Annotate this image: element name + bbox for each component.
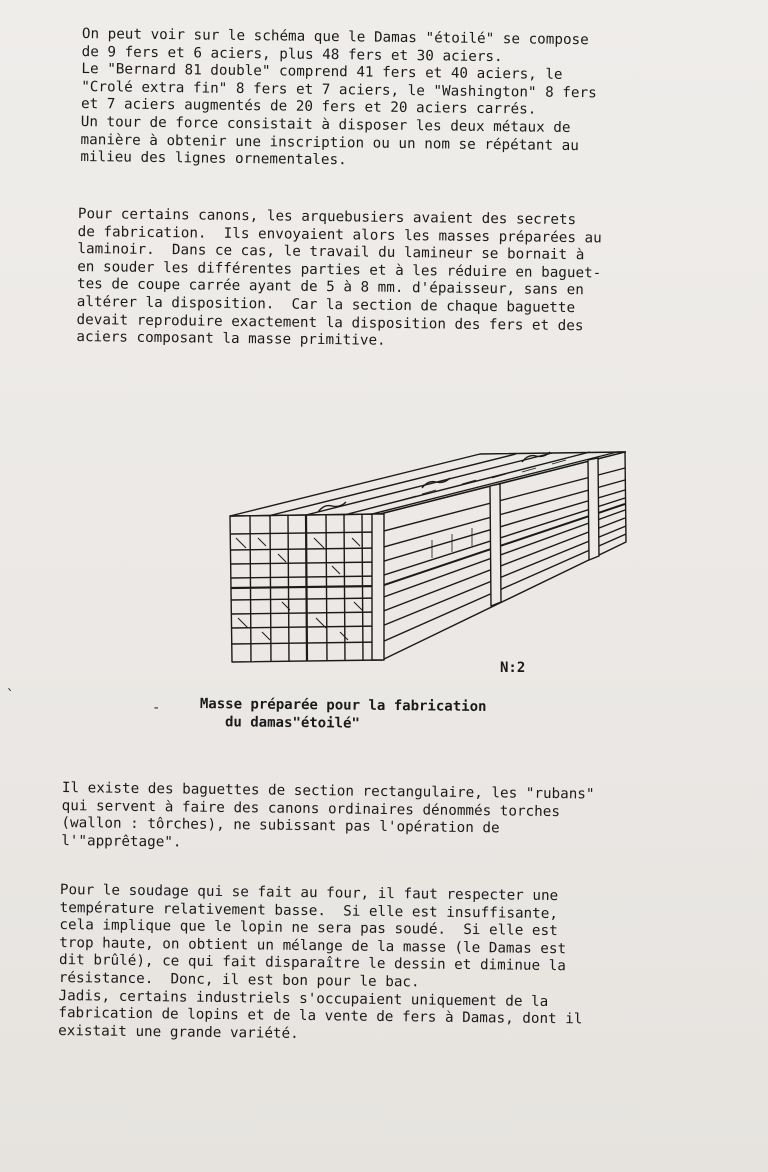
stray-dash-mark: - (152, 700, 161, 716)
stray-speck-mark: ` (6, 688, 15, 704)
paragraph-soudage: Pour le soudage qui se fait au four, il faut respecter une température relativement basse. Si elle est insuffisante, cela implique que le lopin ne sera pas soudé. Si elle est trop haute, on obtient un mélange de la masse (le Damas est dit brûlé), ce qui fait disparaître le dessin et diminue la résistance. Donc, il est bon pour le bac. Jadis, certains industriels s'occupaient uniquement de la fabrication de lopins et de la vente de fers à Damas, dont il existait une grande variété. (58, 882, 583, 1042)
paragraph-fabrication-secrets: Pour certains canons, les arquebusiers avaient des secrets de fabrication. Ils envoyaient alors les masses préparées au laminoir. Dans ce cas, le travail du lamineur se bornait à en souder les différentes parties et à les réduire en baguet- tes de coupe carrée ayant de 5 à 8 mm. d'épaisseur, sans en altérer la disposition. Car la section de chaque baguette devait reproduire exactement la disposition des fers et des aciers composant la masse primitive. (76, 206, 602, 349)
prepared-mass-illustration (222, 438, 632, 668)
paragraph-damas-composition: On peut voir sur le schéma que le Damas "étoilé" se compose de 9 fers et 6 aciers, plus 48 fers et 30 aciers. Le "Bernard 81 double" comprend 41 fers et 40 aciers, le "Crolé extra fin" 8 fers et 7 aciers, le "Washington" 8 fers et 7 aciers augmentés de 20 fers et 20 aciers carrés. Un tour de force consistait à disposer les deux métaux de manière à obtenir une inscription ou un nom se répétant au milieu des lignes ornementales. (80, 26, 597, 169)
figure-caption: Masse préparée pour la fabrication du damas"étoilé" (199, 695, 487, 732)
paragraph-rubans: Il existe des baguettes de section rectangulaire, les "rubans" qui servent à faire des canons ordinaires dénommés torches (wallon : tôrches), ne subissant pas l'opération de l'"apprêtage". (61, 780, 595, 851)
figure-number: N:2 (500, 660, 526, 676)
